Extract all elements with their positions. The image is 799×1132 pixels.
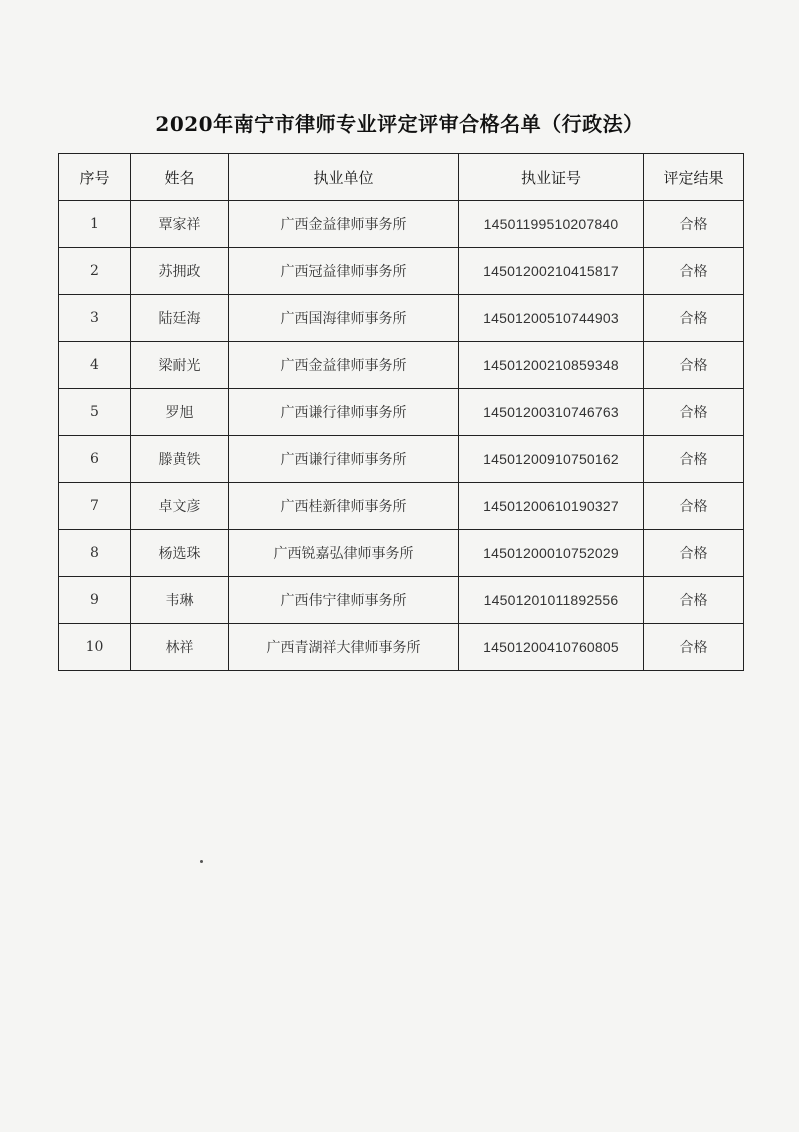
row-cert: 14501201011892556 (459, 577, 644, 624)
row-cert: 14501200010752029 (459, 530, 644, 577)
document-title: 2020年南宁市律师专业评定评审合格名单（行政法） (155, 112, 644, 136)
row-result: 合格 (644, 577, 744, 624)
row-index: 4 (59, 342, 131, 389)
scan-speck (200, 860, 203, 863)
header-firm: 执业单位 (229, 154, 459, 201)
row-index: 3 (59, 295, 131, 342)
row-index: 9 (59, 577, 131, 624)
row-name: 罗旭 (131, 389, 229, 436)
row-cert: 14501200410760805 (459, 624, 644, 671)
row-index: 2 (59, 248, 131, 295)
row-result: 合格 (644, 248, 744, 295)
row-name: 杨选珠 (131, 530, 229, 577)
row-cert: 14501200610190327 (459, 483, 644, 530)
row-name: 卓文彦 (131, 483, 229, 530)
row-index: 10 (59, 624, 131, 671)
header-cert: 执业证号 (459, 154, 644, 201)
row-index: 6 (59, 436, 131, 483)
row-firm: 广西桂新律师事务所 (229, 483, 459, 530)
table-header-row (59, 154, 744, 201)
row-index: 1 (59, 201, 131, 248)
header-index: 序号 (59, 154, 131, 201)
table-row (59, 436, 744, 483)
table-row (59, 295, 744, 342)
row-firm: 广西冠益律师事务所 (229, 248, 459, 295)
row-name: 梁耐光 (131, 342, 229, 389)
table-row (59, 483, 744, 530)
table-row (59, 624, 744, 671)
table-row (59, 201, 744, 248)
row-cert: 14501199510207840 (459, 201, 644, 248)
row-firm: 广西锐嘉弘律师事务所 (229, 530, 459, 577)
row-index: 7 (59, 483, 131, 530)
row-index: 5 (59, 389, 131, 436)
row-result: 合格 (644, 436, 744, 483)
header-result: 评定结果 (644, 154, 744, 201)
row-cert: 14501200510744903 (459, 295, 644, 342)
row-result: 合格 (644, 389, 744, 436)
row-name: 滕黄铁 (131, 436, 229, 483)
row-name: 韦琳 (131, 577, 229, 624)
row-firm: 广西国海律师事务所 (229, 295, 459, 342)
row-result: 合格 (644, 483, 744, 530)
table-row (59, 577, 744, 624)
row-result: 合格 (644, 624, 744, 671)
row-firm: 广西谦行律师事务所 (229, 389, 459, 436)
row-firm: 广西金益律师事务所 (229, 342, 459, 389)
row-cert: 14501200210859348 (459, 342, 644, 389)
row-index: 8 (59, 530, 131, 577)
row-result: 合格 (644, 530, 744, 577)
row-result: 合格 (644, 295, 744, 342)
row-firm: 广西谦行律师事务所 (229, 436, 459, 483)
row-result: 合格 (644, 201, 744, 248)
table-row (59, 530, 744, 577)
row-name: 陆廷海 (131, 295, 229, 342)
row-name: 覃家祥 (131, 201, 229, 248)
row-firm: 广西青湖祥大律师事务所 (229, 624, 459, 671)
qualified-list-table (58, 153, 744, 671)
row-result: 合格 (644, 342, 744, 389)
row-name: 苏拥政 (131, 248, 229, 295)
table-row (59, 389, 744, 436)
row-firm: 广西金益律师事务所 (229, 201, 459, 248)
row-name: 林祥 (131, 624, 229, 671)
table-row (59, 248, 744, 295)
row-firm: 广西伟宁律师事务所 (229, 577, 459, 624)
row-cert: 14501200910750162 (459, 436, 644, 483)
table-row (59, 342, 744, 389)
header-name: 姓名 (131, 154, 229, 201)
row-cert: 14501200310746763 (459, 389, 644, 436)
row-cert: 14501200210415817 (459, 248, 644, 295)
